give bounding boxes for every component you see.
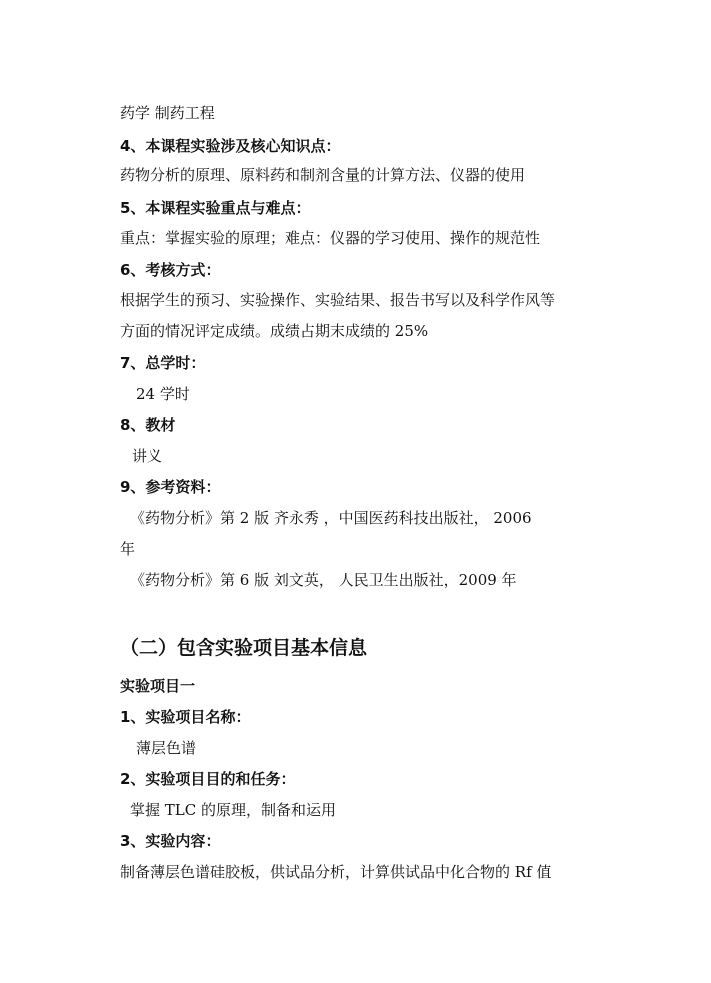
heading-total-hours: 7、总学时： <box>120 354 206 372</box>
section-title: （二）包含实验项目基本信息 <box>120 637 368 659</box>
reference-1-line2: 年 <box>120 540 136 558</box>
heading-experiment-name: 1、实验项目名称： <box>120 708 251 726</box>
heading-assessment: 6、考核方式： <box>120 261 221 279</box>
majors-line: 药学 制药工程 <box>120 104 215 122</box>
assessment-text-line2: 方面的情况评定成绩。成绩占期末成绩的 25% <box>120 322 429 340</box>
experiment-content-text: 制备薄层色谱硅胶板，供试品分析，计算供试品中化合物的 Rf 值 <box>120 863 552 881</box>
core-knowledge-text: 药物分析的原理、原料药和制剂含量的计算方法、仪器的使用 <box>120 166 526 184</box>
experiment-name-text: 薄层色谱 <box>136 739 197 757</box>
heading-textbook: 8、教材 <box>120 416 176 434</box>
key-difficulties-text: 重点：掌握实验的原理；难点：仪器的学习使用、操作的规范性 <box>120 229 541 247</box>
textbook-text: 讲义 <box>132 447 163 465</box>
heading-experiment-purpose: 2、实验项目目的和任务： <box>120 770 296 788</box>
heading-experiment-content: 3、实验内容： <box>120 832 221 850</box>
total-hours-text: 24 学时 <box>136 385 190 403</box>
heading-key-difficulties: 5、本课程实验重点与难点： <box>120 199 311 217</box>
reference-1-line1: 《药物分析》第 2 版 齐永秀 ，中国医药科技出版社， 2006 <box>130 509 532 527</box>
heading-references: 9、参考资料： <box>120 478 221 496</box>
assessment-text-line1: 根据学生的预习、实验操作、实验结果、报告书写以及科学作风等 <box>120 291 556 309</box>
experiment-purpose-text: 掌握 TLC 的原理，制备和运用 <box>130 801 336 819</box>
reference-2: 《药物分析》第 6 版 刘文英， 人民卫生出版社，2009 年 <box>130 571 517 589</box>
experiment-label: 实验项目一 <box>120 677 196 695</box>
heading-core-knowledge: 4、本课程实验涉及核心知识点： <box>120 137 341 155</box>
